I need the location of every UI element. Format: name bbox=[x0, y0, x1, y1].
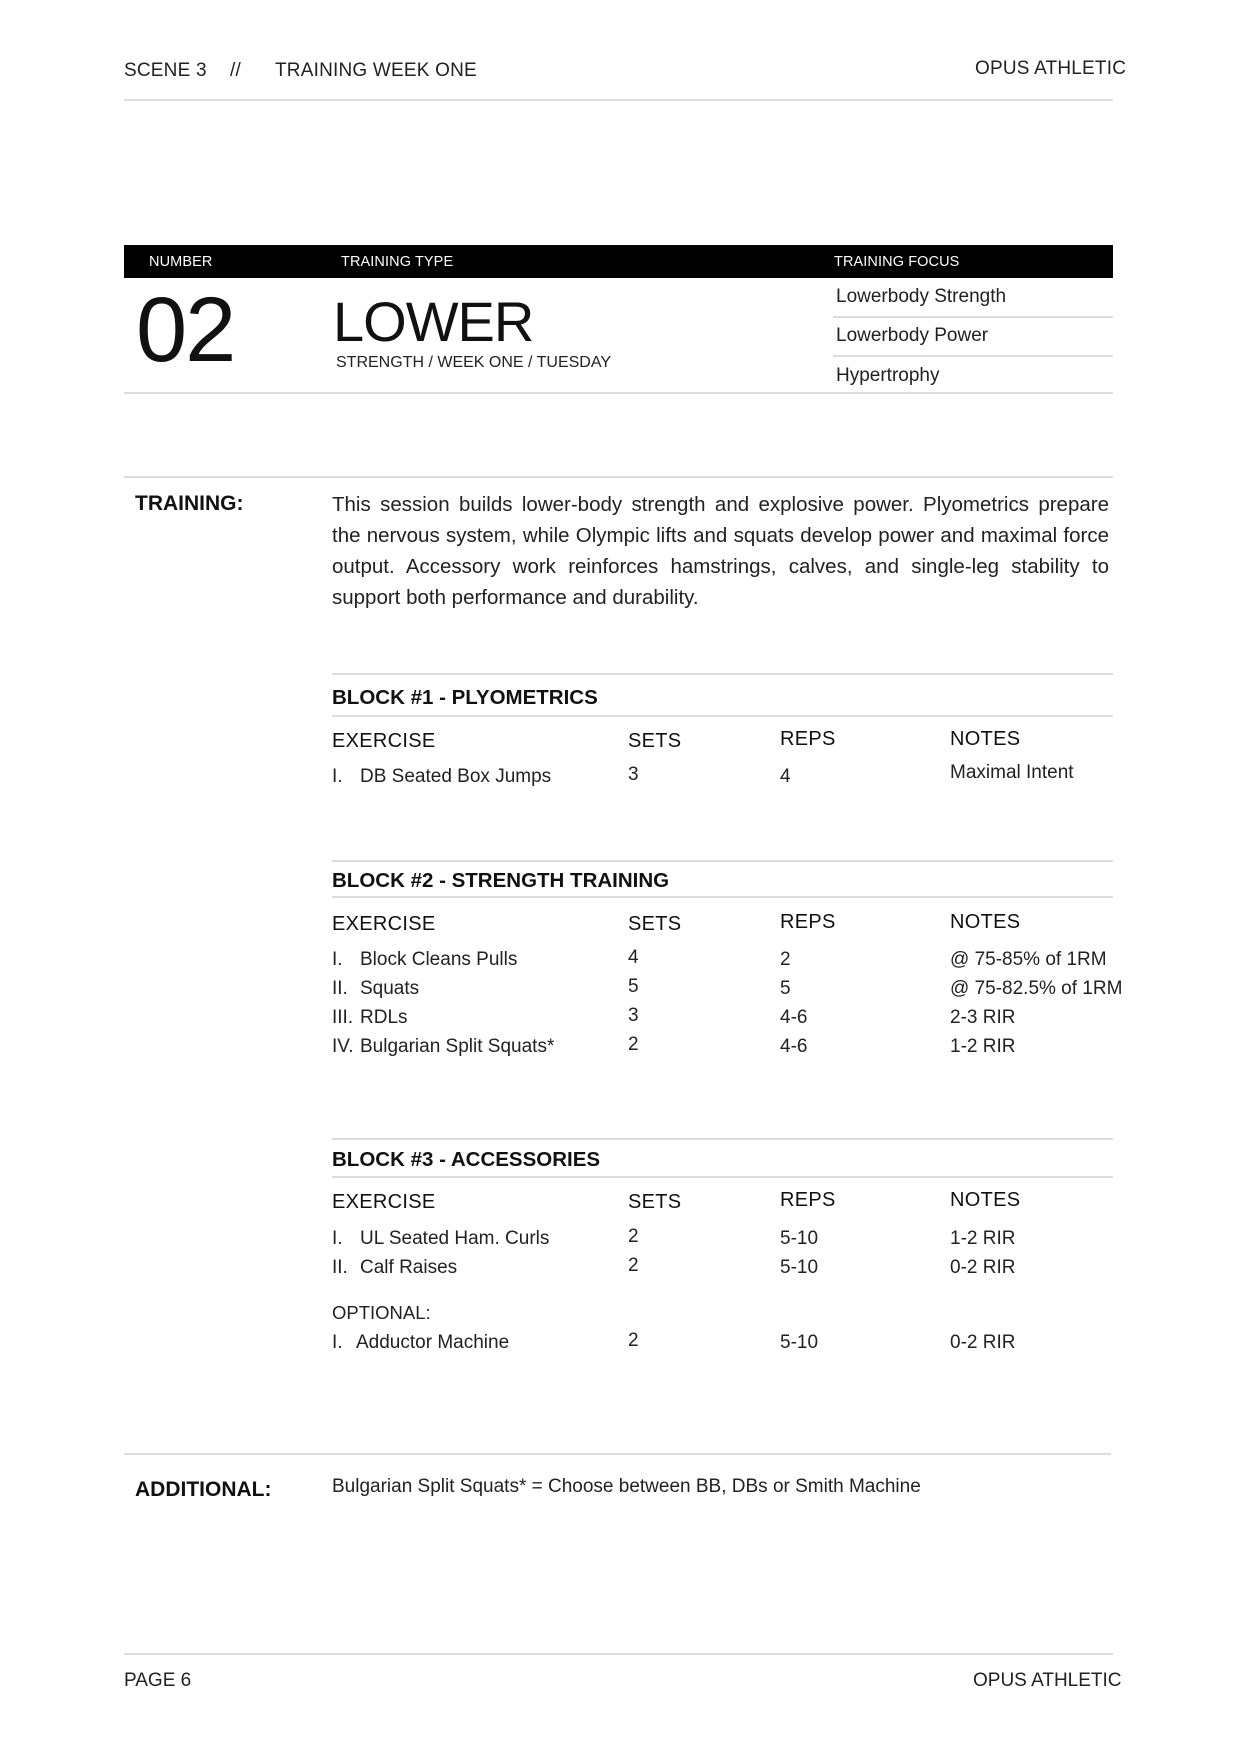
row-number: III. bbox=[332, 1007, 354, 1028]
header-divider bbox=[124, 99, 1113, 101]
column-header-exercise: EXERCISE bbox=[332, 730, 436, 752]
row-notes: 0-2 RIR bbox=[950, 1257, 1016, 1278]
row-notes: 1-2 RIR bbox=[950, 1036, 1016, 1057]
row-notes: 0-2 RIR bbox=[950, 1332, 1016, 1353]
block-title: BLOCK #2 - STRENGTH TRAINING bbox=[332, 869, 670, 892]
column-header-notes: NOTES bbox=[950, 911, 1021, 933]
row-reps: 4 bbox=[780, 766, 791, 787]
row-exercise: Adductor Machine bbox=[356, 1332, 510, 1353]
table-row bbox=[332, 766, 551, 788]
training-divider bbox=[124, 476, 1113, 478]
block-title: BLOCK #3 - ACCESSORIES bbox=[332, 1148, 601, 1171]
block-divider bbox=[332, 896, 1113, 898]
row-number: I. bbox=[332, 1332, 343, 1353]
row-number: I. bbox=[332, 766, 343, 787]
optional-label: OPTIONAL: bbox=[332, 1302, 431, 1323]
label-training-type: TRAINING TYPE bbox=[341, 254, 454, 270]
block-divider bbox=[332, 1138, 1113, 1140]
info-bottom-divider bbox=[124, 392, 1113, 394]
row-reps: 4-6 bbox=[780, 1007, 808, 1028]
row-notes: @ 75-82.5% of 1RM bbox=[950, 978, 1123, 999]
header-brand: OPUS ATHLETIC bbox=[975, 58, 1127, 79]
row-exercise: DB Seated Box Jumps bbox=[360, 766, 552, 787]
header-scene: SCENE 3 bbox=[124, 60, 207, 81]
row-sets: 3 bbox=[628, 1005, 639, 1026]
additional-label: ADDITIONAL: bbox=[135, 1478, 272, 1501]
row-reps: 5 bbox=[780, 978, 791, 999]
header-week: TRAINING WEEK ONE bbox=[275, 60, 477, 81]
row-notes: 2-3 RIR bbox=[950, 1007, 1016, 1028]
table-row bbox=[332, 1036, 554, 1058]
row-exercise: Bulgarian Split Squats* bbox=[360, 1036, 555, 1057]
table-row bbox=[332, 1332, 509, 1354]
additional-text: Bulgarian Split Squats* = Choose between BB, DBs or Smith Machine bbox=[332, 1476, 921, 1497]
column-header-notes: NOTES bbox=[950, 1189, 1021, 1211]
focus-divider bbox=[833, 316, 1113, 318]
focus-item: Lowerbody Power bbox=[836, 325, 989, 346]
block-divider bbox=[332, 673, 1113, 675]
row-exercise: Calf Raises bbox=[360, 1257, 458, 1278]
footer-brand: OPUS ATHLETIC bbox=[973, 1670, 1122, 1691]
block-divider bbox=[332, 1176, 1113, 1178]
header-separator: // bbox=[230, 60, 241, 81]
row-number: I. bbox=[332, 949, 343, 970]
training-type-subtitle: STRENGTH / WEEK ONE / TUESDAY bbox=[336, 354, 611, 371]
column-header-exercise: EXERCISE bbox=[332, 913, 436, 935]
row-exercise: UL Seated Ham. Curls bbox=[360, 1228, 550, 1249]
column-header-reps: REPS bbox=[780, 911, 836, 933]
column-header-sets: SETS bbox=[628, 913, 682, 935]
focus-item: Hypertrophy bbox=[836, 365, 940, 386]
row-number: II. bbox=[332, 1257, 348, 1278]
footer-page: PAGE 6 bbox=[124, 1670, 192, 1691]
block-divider bbox=[332, 860, 1113, 862]
row-reps: 5-10 bbox=[780, 1228, 819, 1249]
info-label-bar bbox=[124, 245, 1113, 278]
row-number: II. bbox=[332, 978, 348, 999]
block-divider bbox=[332, 715, 1113, 717]
label-number: NUMBER bbox=[149, 254, 213, 270]
column-header-reps: REPS bbox=[780, 728, 836, 750]
row-notes: Maximal Intent bbox=[950, 762, 1074, 783]
row-sets: 3 bbox=[628, 764, 639, 785]
row-reps: 5-10 bbox=[780, 1257, 819, 1278]
row-sets: 2 bbox=[628, 1226, 639, 1247]
column-header-notes: NOTES bbox=[950, 728, 1021, 750]
footer-divider bbox=[124, 1653, 1113, 1655]
table-row bbox=[332, 978, 419, 1000]
training-description: This session builds lower-body strength and explosive power. Plyometrics prepare the nervous system, while Olympic lifts and squats develop power and maximal force output. Accessory work reinforces hamstrings, calves, and single-leg stability to support both performance and durability. bbox=[332, 493, 1109, 609]
row-number: I. bbox=[332, 1228, 343, 1249]
focus-item: Lowerbody Strength bbox=[836, 286, 1007, 307]
column-header-sets: SETS bbox=[628, 1191, 682, 1213]
column-header-reps: REPS bbox=[780, 1189, 836, 1211]
row-sets: 4 bbox=[628, 947, 639, 968]
row-exercise: Squats bbox=[360, 978, 420, 999]
row-reps: 4-6 bbox=[780, 1036, 808, 1057]
row-notes: @ 75-85% of 1RM bbox=[950, 949, 1107, 970]
additional-divider bbox=[124, 1453, 1111, 1455]
row-exercise: Block Cleans Pulls bbox=[360, 949, 518, 970]
row-sets: 2 bbox=[628, 1255, 639, 1276]
label-training-focus: TRAINING FOCUS bbox=[834, 254, 960, 270]
row-sets: 2 bbox=[628, 1034, 639, 1055]
row-sets: 5 bbox=[628, 976, 639, 997]
row-notes: 1-2 RIR bbox=[950, 1228, 1016, 1249]
training-type-title: LOWER bbox=[333, 290, 534, 353]
row-number: IV. bbox=[332, 1036, 354, 1057]
focus-divider bbox=[833, 355, 1113, 357]
column-header-sets: SETS bbox=[628, 730, 682, 752]
table-row bbox=[332, 1007, 408, 1029]
row-reps: 5-10 bbox=[780, 1332, 819, 1353]
row-sets: 2 bbox=[628, 1330, 639, 1351]
block-title: BLOCK #1 - PLYOMETRICS bbox=[332, 686, 598, 709]
row-reps: 2 bbox=[780, 949, 791, 970]
table-row bbox=[332, 1257, 457, 1279]
table-row bbox=[332, 1228, 549, 1250]
table-row bbox=[332, 949, 517, 971]
column-header-exercise: EXERCISE bbox=[332, 1191, 436, 1213]
session-number: 02 bbox=[136, 279, 235, 381]
training-label: TRAINING: bbox=[135, 492, 244, 515]
row-exercise: RDLs bbox=[360, 1007, 408, 1028]
